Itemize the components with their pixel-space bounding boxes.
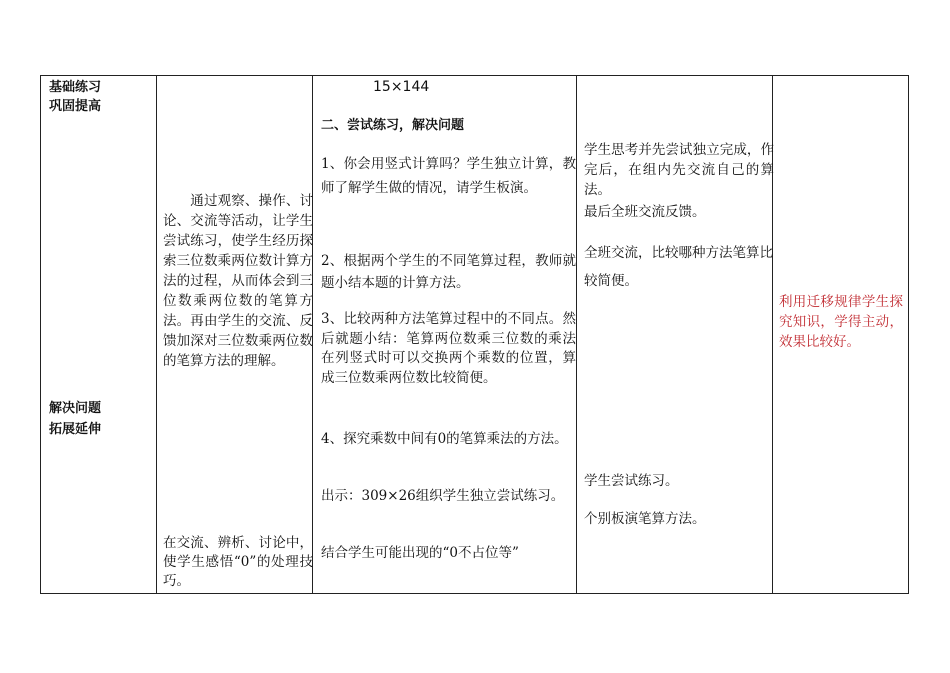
stage-label-line: 解决问题: [49, 401, 102, 416]
student-board: 个别板演笔算方法。: [584, 511, 706, 527]
zero-handling-paragraph: 在交流、辨析、讨论中，使学生感悟“0”的处理技巧。: [163, 535, 313, 589]
stage-label-line: 基础练习: [49, 80, 102, 95]
stage-label-solve: [49, 398, 157, 440]
student-feedback: 最后全班交流反馈。: [584, 204, 706, 220]
section-heading: 二、尝试练习，解决问题: [321, 118, 465, 133]
design-intent-paragraph: 通过观察、操作、讨论、交流等活动，让学生尝试练习，使学生经历探索三位数乘两位数计算方法的过程，从而体会到三位数乘两位数的笔算方法。再由学生的交流、反馈加深对三位数乘两位数的笔算方法的理解。: [163, 193, 313, 369]
combine-note: 结合学生可能出现的“0不占位等”: [321, 545, 519, 561]
step-1: 1、你会用竖式计算吗？学生独立计算，教师了解学生做的情况，请学生板演。: [321, 156, 576, 196]
stage-label-practice: [49, 78, 157, 116]
stage-label-line: 拓展延伸: [49, 422, 102, 437]
reflection-note: 利用迁移规律学生探究知识，学得主动，效果比较好。: [779, 294, 903, 350]
lesson-table: [40, 75, 909, 594]
column-divider: [156, 76, 157, 593]
step-3: 3、比较两种方法笔算过程中的不同点。然后就题小结：笔算两位数乘三位数的乘法在列竖式时可以交换两个乘数的位置，算成三位数乘两位数比较简便。: [321, 311, 576, 386]
stage-label-line: 巩固提高: [49, 99, 102, 114]
step-4: 4、探究乘数中间有0的笔算乘法的方法。: [321, 431, 568, 447]
expression: 15×144: [373, 79, 430, 95]
show-example: 出示：309×26组织学生独立尝试练习。: [321, 488, 565, 504]
column-divider: [576, 76, 577, 593]
student-compare: 全班交流，比较哪种方法笔算比较简便。: [584, 245, 773, 289]
student-think: 学生思考并先尝试独立完成，作完后，在组内先交流自己的算法。: [584, 142, 774, 198]
student-try: 学生尝试练习。: [584, 473, 679, 489]
step-2: 2、根据两个学生的不同笔算过程，教师就题小结本题的计算方法。: [321, 253, 576, 291]
